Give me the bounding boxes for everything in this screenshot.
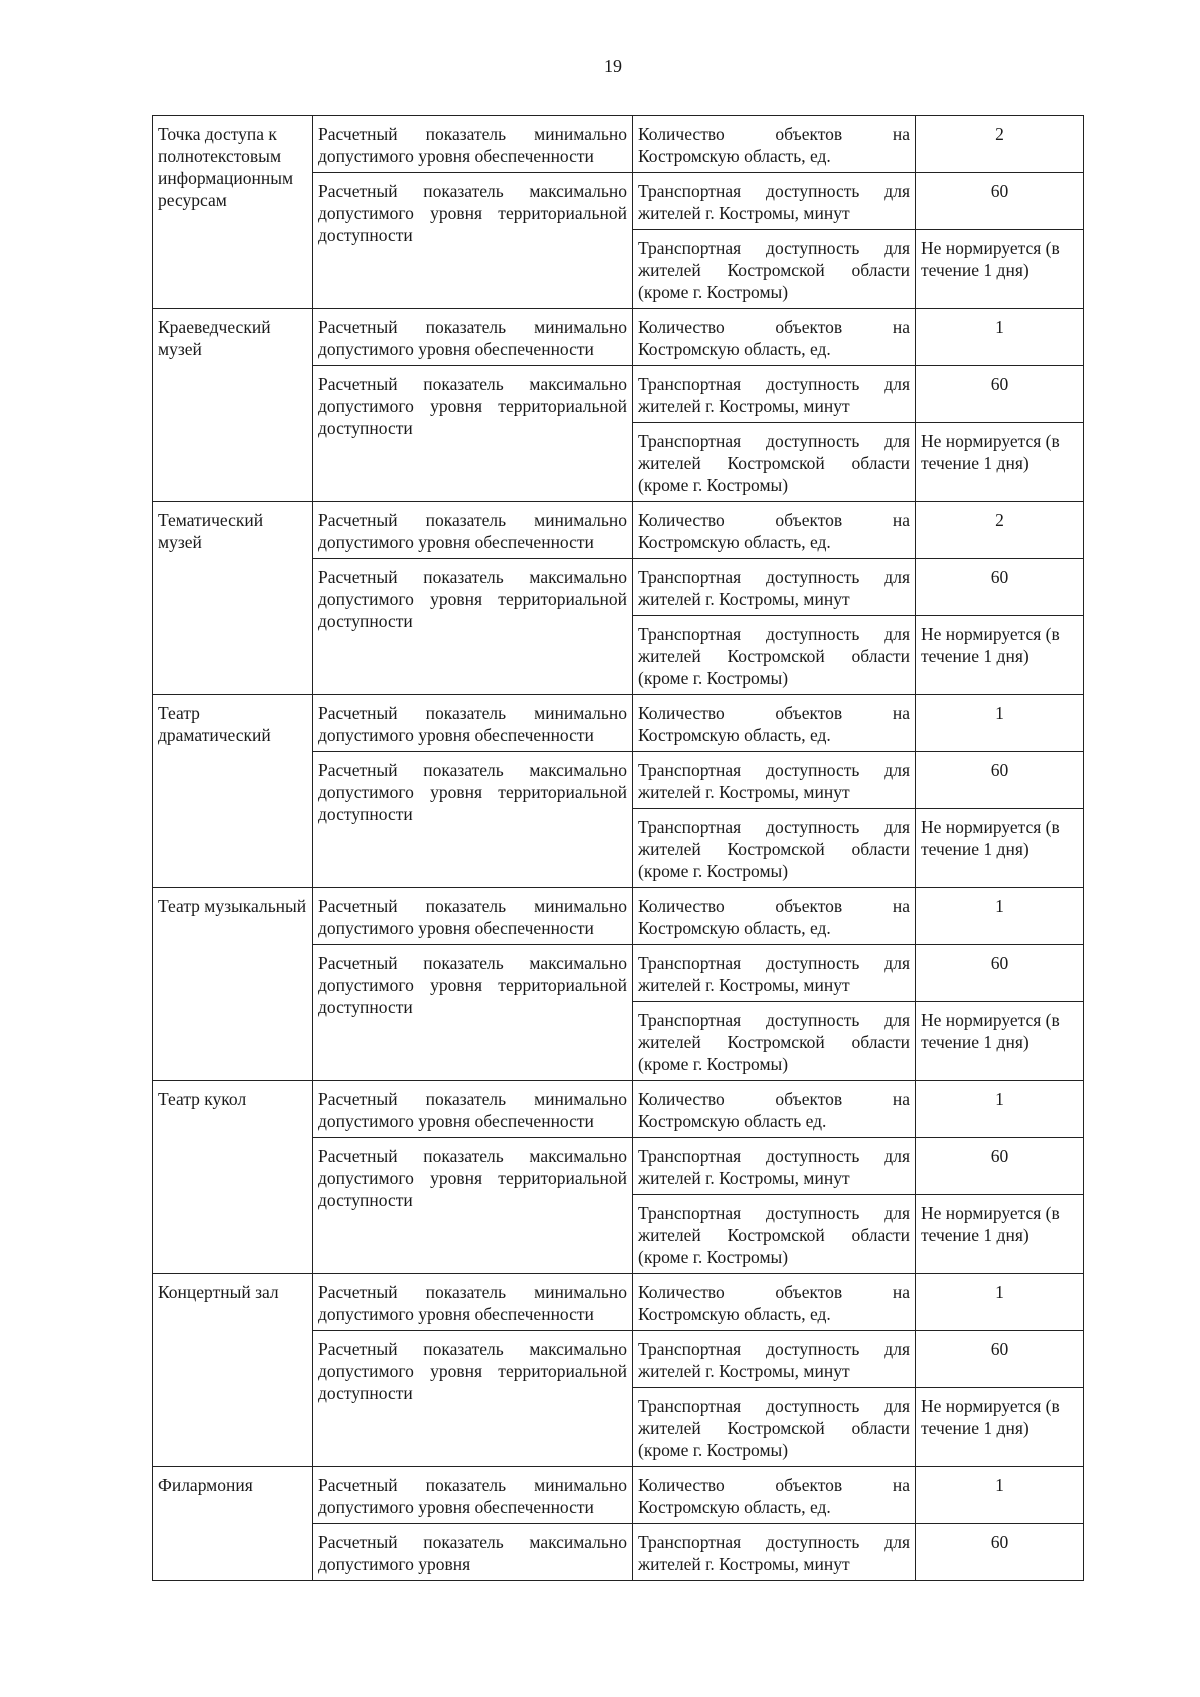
standards-table xyxy=(152,115,1084,1581)
min-indicator-label: Расчетный показатель минимально допустимого уровня обеспеченности xyxy=(313,502,633,559)
min-indicator-label: Расчетный показатель минимально допустимого уровня обеспеченности xyxy=(313,1274,633,1331)
page-number: 19 xyxy=(604,56,622,76)
region-access-value: Не нормируется (в течение 1 дня) xyxy=(916,1195,1084,1274)
max-indicator-label: Расчетный показатель максимально допустимого уровня xyxy=(313,1524,633,1581)
facility-name: Театр музыкальный xyxy=(153,888,313,1081)
count-value: 1 xyxy=(916,695,1084,752)
min-indicator-label: Расчетный показатель минимально допустимого уровня обеспеченности xyxy=(313,116,633,173)
city-access-label: Транспортная доступность для жителей г. Костромы, минут xyxy=(633,1138,916,1195)
city-access-label: Транспортная доступность для жителей г. Костромы, минут xyxy=(633,1524,916,1581)
facility-name: Краеведческий музей xyxy=(153,309,313,502)
city-access-value: 60 xyxy=(916,1524,1084,1581)
count-unit-label: Количество объектов на Костромскую область ед. xyxy=(633,1081,916,1138)
facility-name: Филармония xyxy=(153,1467,313,1581)
table-body xyxy=(153,116,1084,1581)
count-unit-label: Количество объектов на Костромскую область, ед. xyxy=(633,888,916,945)
min-indicator-label: Расчетный показатель минимально допустимого уровня обеспеченности xyxy=(313,1467,633,1524)
city-access-value: 60 xyxy=(916,559,1084,616)
max-indicator-label: Расчетный показатель максимально допустимого уровня территориальной доступности xyxy=(313,945,633,1081)
count-unit-label: Количество объектов на Костромскую область, ед. xyxy=(633,116,916,173)
facility-name: Точка доступа к полнотекстовым информационным ресурсам xyxy=(153,116,313,309)
table-row xyxy=(153,1467,1084,1524)
city-access-value: 60 xyxy=(916,1138,1084,1195)
city-access-value: 60 xyxy=(916,366,1084,423)
region-access-label: Транспортная доступность для жителей Костромской области (кроме г. Костромы) xyxy=(633,1195,916,1274)
facility-name: Концертный зал xyxy=(153,1274,313,1467)
city-access-label: Транспортная доступность для жителей г. Костромы, минут xyxy=(633,366,916,423)
min-indicator-label: Расчетный показатель минимально допустимого уровня обеспеченности xyxy=(313,1081,633,1138)
city-access-label: Транспортная доступность для жителей г. Костромы, минут xyxy=(633,1331,916,1388)
table-row xyxy=(153,695,1084,752)
count-unit-label: Количество объектов на Костромскую область, ед. xyxy=(633,309,916,366)
count-value: 2 xyxy=(916,116,1084,173)
city-access-value: 60 xyxy=(916,173,1084,230)
count-value: 1 xyxy=(916,309,1084,366)
region-access-value: Не нормируется (в течение 1 дня) xyxy=(916,1002,1084,1081)
region-access-value: Не нормируется (в течение 1 дня) xyxy=(916,230,1084,309)
table-row xyxy=(153,502,1084,559)
count-unit-label: Количество объектов на Костромскую область, ед. xyxy=(633,1467,916,1524)
city-access-value: 60 xyxy=(916,945,1084,1002)
min-indicator-label: Расчетный показатель минимально допустимого уровня обеспеченности xyxy=(313,695,633,752)
table-row xyxy=(153,116,1084,173)
city-access-label: Транспортная доступность для жителей г. Костромы, минут xyxy=(633,945,916,1002)
count-value: 2 xyxy=(916,502,1084,559)
max-indicator-label: Расчетный показатель максимально допустимого уровня территориальной доступности xyxy=(313,173,633,309)
max-indicator-label: Расчетный показатель максимально допустимого уровня территориальной доступности xyxy=(313,1138,633,1274)
region-access-value: Не нормируется (в течение 1 дня) xyxy=(916,616,1084,695)
count-unit-label: Количество объектов на Костромскую область, ед. xyxy=(633,502,916,559)
facility-name: Театр драматический xyxy=(153,695,313,888)
region-access-label: Транспортная доступность для жителей Костромской области (кроме г. Костромы) xyxy=(633,1388,916,1467)
count-value: 1 xyxy=(916,1467,1084,1524)
region-access-value: Не нормируется (в течение 1 дня) xyxy=(916,423,1084,502)
region-access-value: Не нормируется (в течение 1 дня) xyxy=(916,1388,1084,1467)
city-access-label: Транспортная доступность для жителей г. Костромы, минут xyxy=(633,173,916,230)
region-access-label: Транспортная доступность для жителей Костромской области (кроме г. Костромы) xyxy=(633,423,916,502)
region-access-value: Не нормируется (в течение 1 дня) xyxy=(916,809,1084,888)
count-value: 1 xyxy=(916,888,1084,945)
city-access-value: 60 xyxy=(916,1331,1084,1388)
facility-name: Театр кукол xyxy=(153,1081,313,1274)
count-value: 1 xyxy=(916,1274,1084,1331)
region-access-label: Транспортная доступность для жителей Костромской области (кроме г. Костромы) xyxy=(633,616,916,695)
count-unit-label: Количество объектов на Костромскую область, ед. xyxy=(633,1274,916,1331)
region-access-label: Транспортная доступность для жителей Костромской области (кроме г. Костромы) xyxy=(633,809,916,888)
table-row xyxy=(153,888,1084,945)
max-indicator-label: Расчетный показатель максимально допустимого уровня территориальной доступности xyxy=(313,1331,633,1467)
count-value: 1 xyxy=(916,1081,1084,1138)
table-row xyxy=(153,1274,1084,1331)
table-row xyxy=(153,1081,1084,1138)
region-access-label: Транспортная доступность для жителей Костромской области (кроме г. Костромы) xyxy=(633,1002,916,1081)
min-indicator-label: Расчетный показатель минимально допустимого уровня обеспеченности xyxy=(313,888,633,945)
max-indicator-label: Расчетный показатель максимально допустимого уровня территориальной доступности xyxy=(313,366,633,502)
max-indicator-label: Расчетный показатель максимально допустимого уровня территориальной доступности xyxy=(313,559,633,695)
city-access-value: 60 xyxy=(916,752,1084,809)
city-access-label: Транспортная доступность для жителей г. Костромы, минут xyxy=(633,559,916,616)
max-indicator-label: Расчетный показатель максимально допустимого уровня территориальной доступности xyxy=(313,752,633,888)
region-access-label: Транспортная доступность для жителей Костромской области (кроме г. Костромы) xyxy=(633,230,916,309)
facility-name: Тематический музей xyxy=(153,502,313,695)
min-indicator-label: Расчетный показатель минимально допустимого уровня обеспеченности xyxy=(313,309,633,366)
count-unit-label: Количество объектов на Костромскую область, ед. xyxy=(633,695,916,752)
table-row xyxy=(153,309,1084,366)
city-access-label: Транспортная доступность для жителей г. Костромы, минут xyxy=(633,752,916,809)
